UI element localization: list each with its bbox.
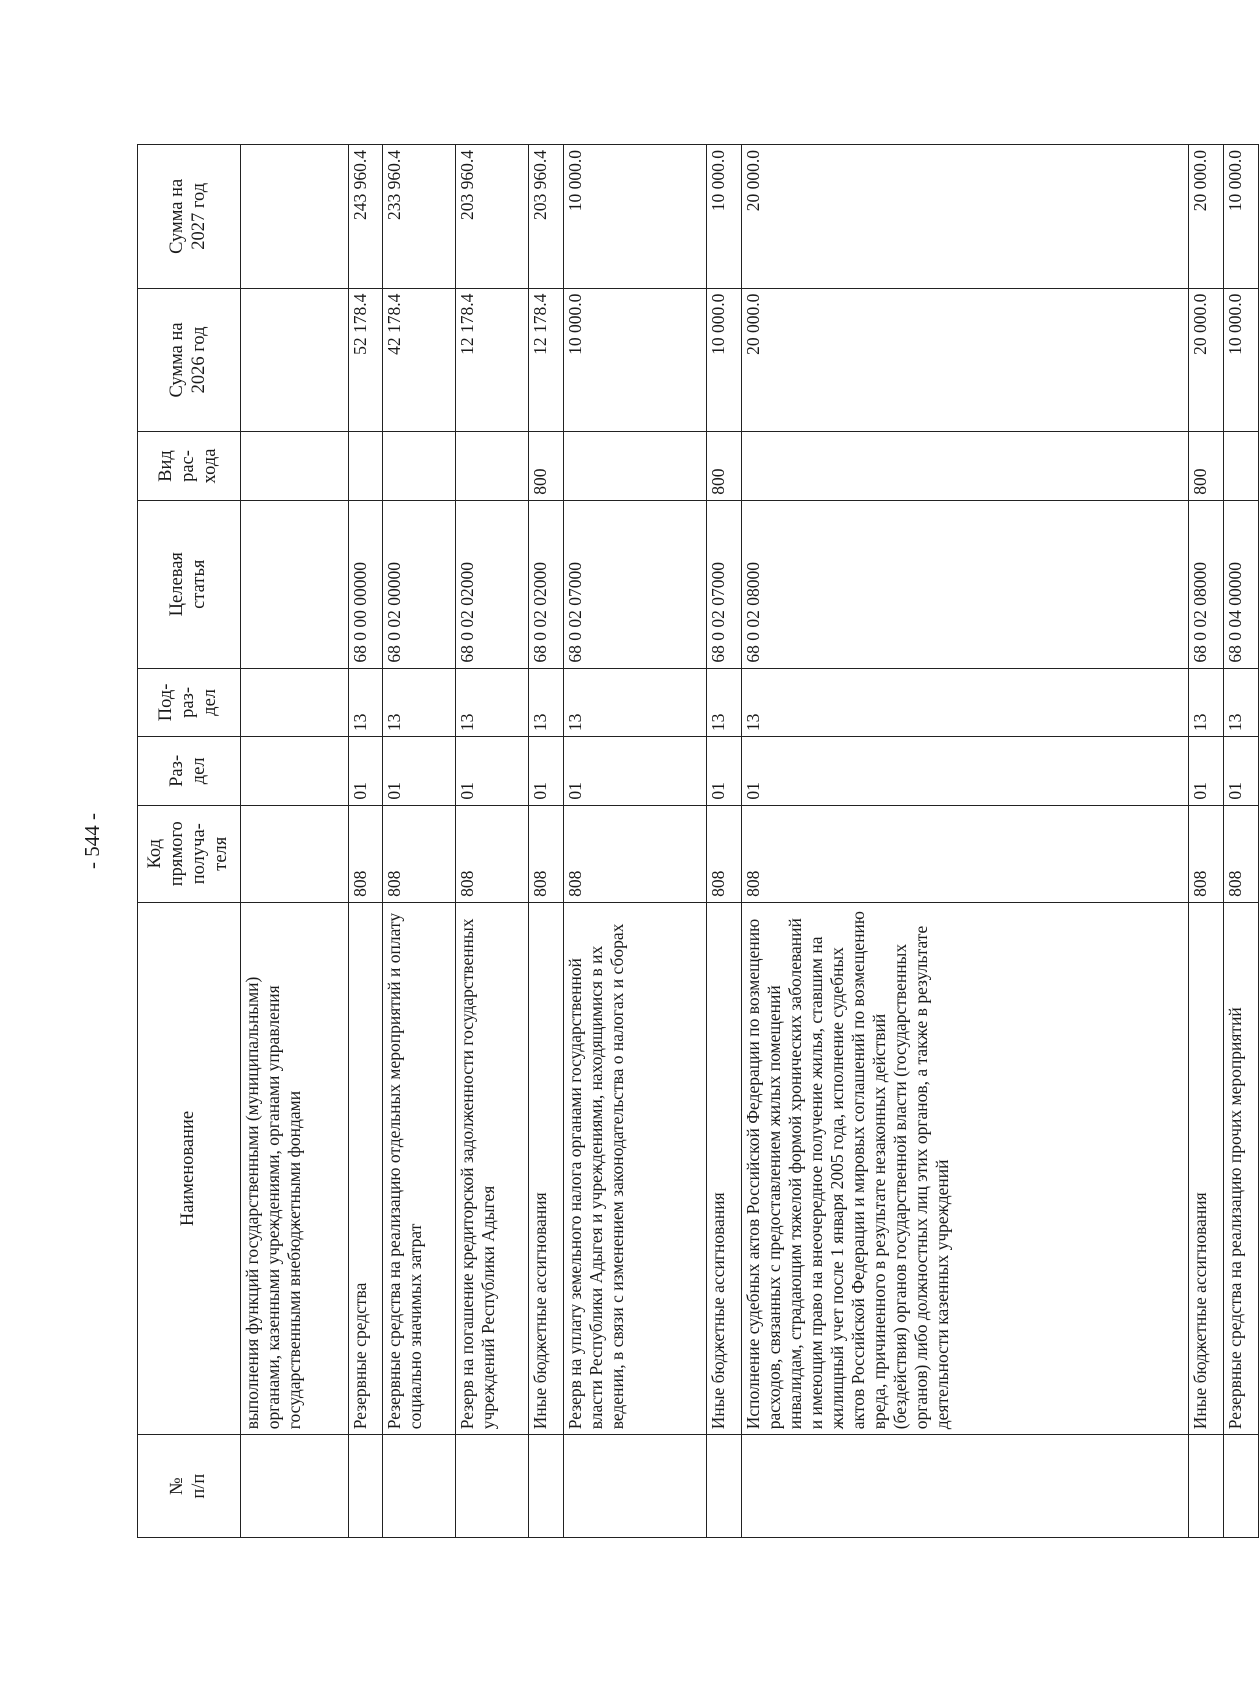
cell-sum-2027: 233 960.4: [383, 145, 456, 289]
cell-expense-type: [1224, 432, 1259, 500]
cell-num: [1189, 1435, 1224, 1538]
cell-subsection: 13: [1189, 668, 1224, 736]
cell-num: [383, 1435, 456, 1538]
cell-name: выполнения функций государственными (муниципальными) органами, казенными учреждениями, органами управления государственными внебюджетными фондами: [241, 902, 349, 1434]
cell-recipient-code: 808: [1224, 805, 1259, 902]
cell-target-article: 68 0 02 08000: [742, 500, 1189, 668]
table-row: [707, 145, 742, 1538]
cell-section: 01: [563, 737, 707, 805]
cell-sum-2026: 12 178.4: [528, 288, 563, 432]
cell-target-article: 68 0 04 00000: [1224, 500, 1259, 668]
cell-sum-2026: 20 000.0: [742, 288, 1189, 432]
cell-subsection: 13: [456, 668, 529, 736]
cell-expense-type: 800: [528, 432, 563, 500]
header-target-article: Целевая статья: [138, 500, 241, 668]
cell-sum-2026: 42 178.4: [383, 288, 456, 432]
cell-sum-2027: 203 960.4: [456, 145, 529, 289]
header-section: Раз- дел: [138, 737, 241, 805]
cell-expense-type: [456, 432, 529, 500]
cell-subsection: 13: [348, 668, 383, 736]
cell-subsection: 13: [563, 668, 707, 736]
cell-section: [241, 737, 349, 805]
cell-sum-2027: [241, 145, 349, 289]
cell-expense-type: 800: [707, 432, 742, 500]
cell-name: Резервные средства на реализацию отдельных мероприятий и оплату социально значимых затрат: [383, 902, 456, 1434]
cell-sum-2027: 203 960.4: [528, 145, 563, 289]
table-row: [348, 145, 383, 1538]
cell-sum-2026: 52 178.4: [348, 288, 383, 432]
cell-recipient-code: 808: [528, 805, 563, 902]
cell-num: [563, 1435, 707, 1538]
cell-subsection: 13: [1224, 668, 1259, 736]
cell-subsection: [241, 668, 349, 736]
cell-sum-2026: 10 000.0: [563, 288, 707, 432]
header-subsection: Под- раз- дел: [138, 668, 241, 736]
cell-subsection: 13: [742, 668, 1189, 736]
rotated-page-content: [137, 144, 1259, 1538]
cell-sum-2027: 243 960.4: [348, 145, 383, 289]
cell-num: [742, 1435, 1189, 1538]
cell-name: Иные бюджетные ассигнования: [1189, 902, 1224, 1434]
cell-recipient-code: 808: [1189, 805, 1224, 902]
table-row: [241, 145, 349, 1538]
cell-section: 01: [742, 737, 1189, 805]
cell-section: 01: [528, 737, 563, 805]
cell-name: Исполнение судебных актов Российской Федерации по возмещению расходов, связанных с предоставлением жилых помещений инвалидам, страдающим тяжелой формой хронических заболеваний и имеющим право на внеочередное получение жилья, ставшим на жилищный учет после 1 января 2005 года, исполнение судебных актов Российской Федерации и мировых соглашений по возмещению вреда, причиненного в результате незаконных действий (бездействия) органов государственной власти (государственных органов) либо должностных лиц этих органов, а также в результате деятельности казенных учреждений: [742, 902, 1189, 1434]
cell-name: Иные бюджетные ассигнования: [528, 902, 563, 1434]
table-row: [528, 145, 563, 1538]
cell-target-article: [241, 500, 349, 668]
cell-sum-2027: 10 000.0: [1224, 145, 1259, 289]
header-name: Наименование: [138, 902, 241, 1434]
cell-recipient-code: 808: [742, 805, 1189, 902]
cell-expense-type: 800: [1189, 432, 1224, 500]
cell-target-article: 68 0 02 07000: [563, 500, 707, 668]
cell-section: 01: [1224, 737, 1259, 805]
cell-target-article: 68 0 02 02000: [456, 500, 529, 668]
table-row: [563, 145, 707, 1538]
cell-expense-type: [742, 432, 1189, 500]
cell-num: [456, 1435, 529, 1538]
header-expense-type: Вид рас- хода: [138, 432, 241, 500]
cell-target-article: 68 0 00 00000: [348, 500, 383, 668]
cell-target-article: 68 0 02 07000: [707, 500, 742, 668]
cell-recipient-code: 808: [383, 805, 456, 902]
header-sum-2027: Сумма на 2027 год: [138, 145, 241, 289]
cell-expense-type: [563, 432, 707, 500]
cell-expense-type: [383, 432, 456, 500]
cell-name: Резервные средства: [348, 902, 383, 1434]
budget-table: [137, 144, 1259, 1538]
cell-section: 01: [707, 737, 742, 805]
cell-num: [528, 1435, 563, 1538]
cell-name: Резервные средства на реализацию прочих мероприятий: [1224, 902, 1259, 1434]
table-row: [742, 145, 1189, 1538]
cell-num: [241, 1435, 349, 1538]
cell-name: Резерв на уплату земельного налога органами государственной власти Республики Адыгея и учреждениями, находящимися в их ведении, в связи с изменением законодательства о налогах и сборах: [563, 902, 707, 1434]
table-row: [383, 145, 456, 1538]
cell-num: [348, 1435, 383, 1538]
header-sum-2026: Сумма на 2026 год: [138, 288, 241, 432]
cell-sum-2026: 12 178.4: [456, 288, 529, 432]
cell-sum-2026: 10 000.0: [1224, 288, 1259, 432]
cell-recipient-code: 808: [456, 805, 529, 902]
cell-target-article: 68 0 02 00000: [383, 500, 456, 668]
cell-subsection: 13: [528, 668, 563, 736]
cell-subsection: 13: [707, 668, 742, 736]
cell-sum-2027: 20 000.0: [742, 145, 1189, 289]
cell-sum-2027: 20 000.0: [1189, 145, 1224, 289]
cell-name: Резерв на погашение кредиторской задолженности государственных учреждений Республики Адыгея: [456, 902, 529, 1434]
cell-sum-2027: 10 000.0: [707, 145, 742, 289]
cell-subsection: 13: [383, 668, 456, 736]
header-num: № п/п: [138, 1435, 241, 1538]
table-row: [1189, 145, 1224, 1538]
cell-section: 01: [348, 737, 383, 805]
cell-sum-2026: [241, 288, 349, 432]
cell-sum-2026: 20 000.0: [1189, 288, 1224, 432]
table-row: [456, 145, 529, 1538]
table-row: [1224, 145, 1259, 1538]
cell-section: 01: [456, 737, 529, 805]
cell-section: 01: [383, 737, 456, 805]
cell-recipient-code: [241, 805, 349, 902]
cell-sum-2026: 10 000.0: [707, 288, 742, 432]
page-number: - 544 -: [80, 813, 104, 869]
cell-section: 01: [1189, 737, 1224, 805]
cell-num: [1224, 1435, 1259, 1538]
cell-expense-type: [241, 432, 349, 500]
cell-name: Иные бюджетные ассигнования: [707, 902, 742, 1434]
header-recipient-code: Код прямого получа- теля: [138, 805, 241, 902]
cell-recipient-code: 808: [707, 805, 742, 902]
header-row: [138, 145, 241, 1538]
cell-recipient-code: 808: [348, 805, 383, 902]
cell-num: [707, 1435, 742, 1538]
cell-expense-type: [348, 432, 383, 500]
cell-sum-2027: 10 000.0: [563, 145, 707, 289]
cell-target-article: 68 0 02 08000: [1189, 500, 1224, 668]
cell-recipient-code: 808: [563, 805, 707, 902]
cell-target-article: 68 0 02 02000: [528, 500, 563, 668]
